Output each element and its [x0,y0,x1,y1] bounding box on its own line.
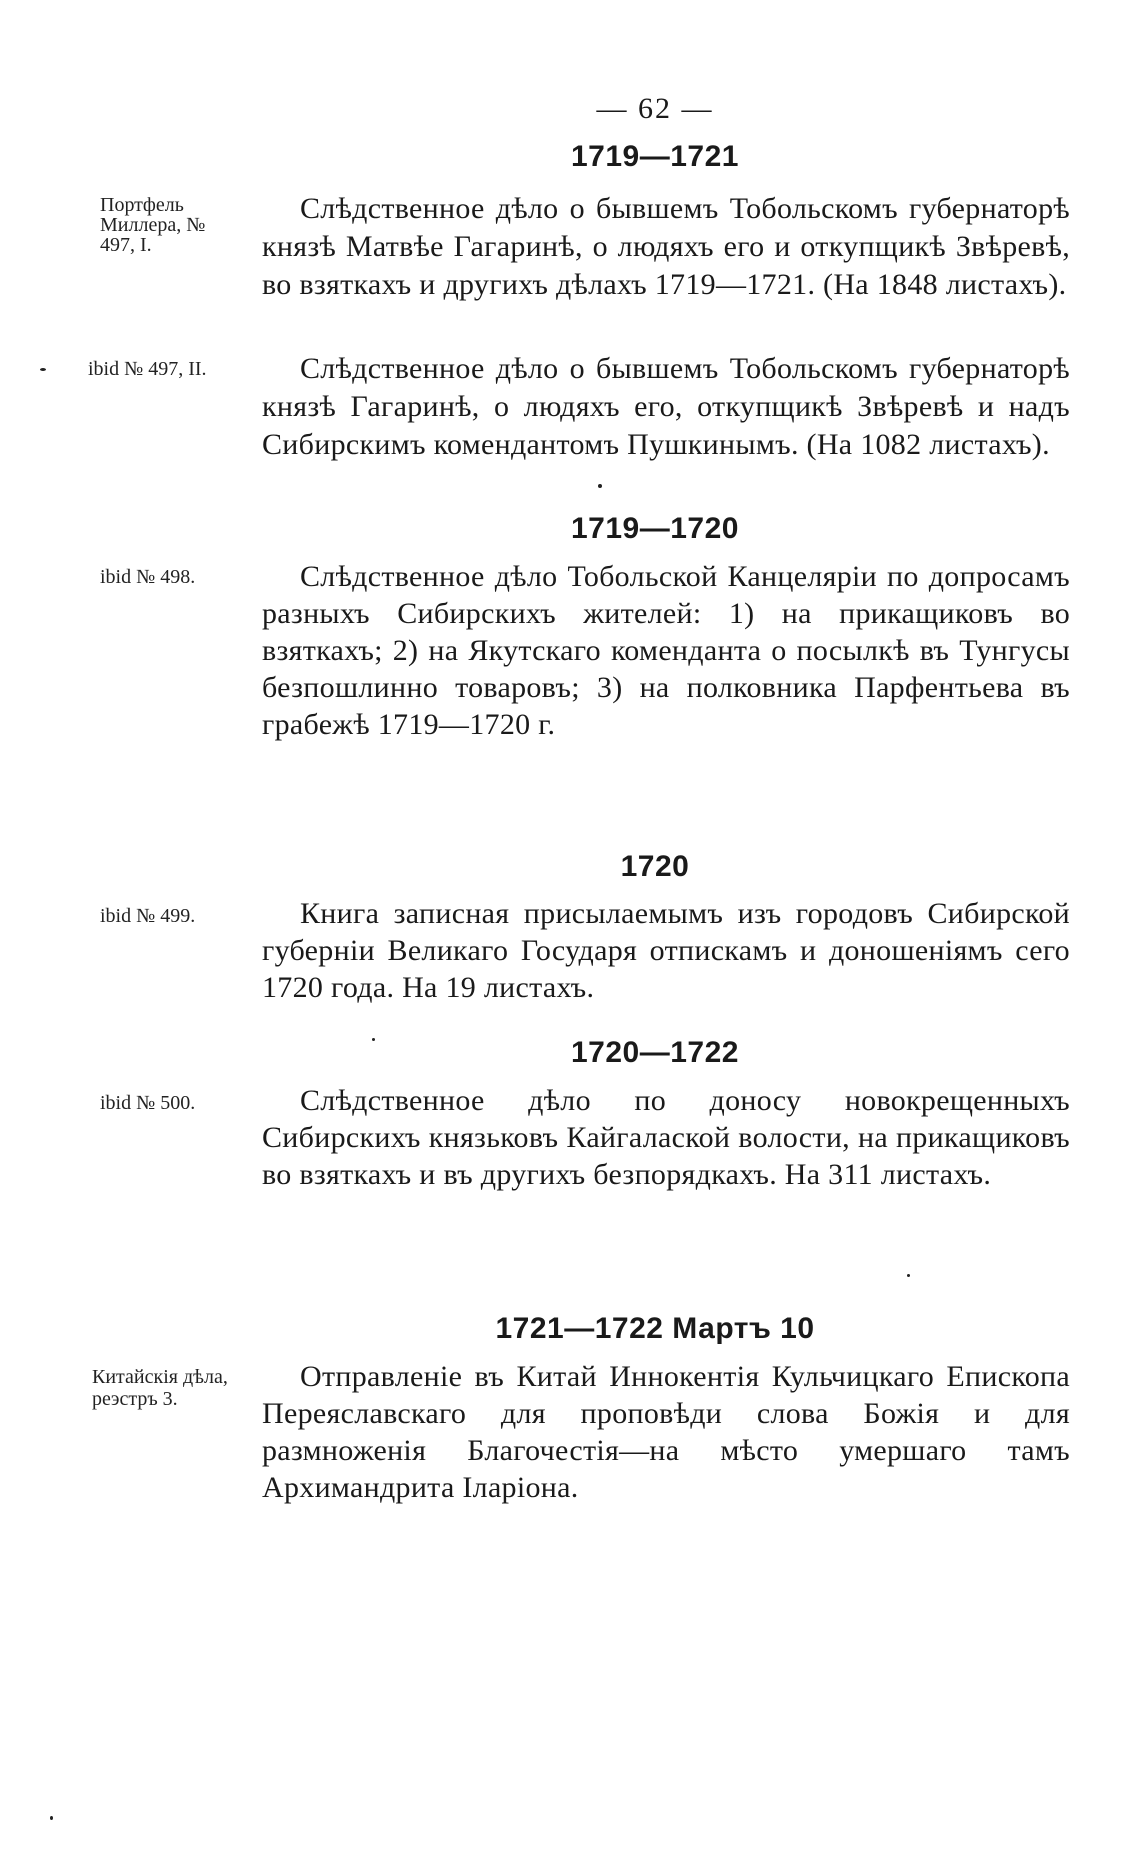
entry-text: Отправленіе въ Китай Иннокентія Кульчицкаго Епископа Переяславскаго для проповѣди слова Божія и для размноженія Благочестія—на мѣсто умершаго тамъ Архимандрита Іларіона. [262,1360,1070,1504]
entry-text: Слѣдственное дѣло о бывшемъ Тобольскомъ губернаторѣ князѣ Гагаринѣ, о людяхъ его, откупщикѣ Звѣревѣ и надъ Сибирскимъ комендантомъ Пушкинымъ. (На 1082 листахъ). [262,352,1070,461]
entry-text: Слѣдственное дѣло по доносу новокрещенныхъ Сибирскихъ князьковъ Кайгалаской волости, на прикащиковъ во взяткахъ и въ другихъ безпорядкахъ. На 311 листахъ. [262,1084,1070,1191]
scan-speck [598,484,602,488]
scan-speck [372,1038,375,1041]
section-heading: 1719—1721 [571,140,739,173]
margin-reference: Портфель Миллера, № 497, I. [100,194,206,256]
margin-reference: ibid № 500. [100,1092,196,1114]
scan-speck [50,1816,53,1820]
margin-reference: ibid № 498. [100,566,196,588]
section-heading: 1721—1722 Мартъ 10 [495,1312,815,1345]
scan-speck [40,368,46,371]
entry-text: Слѣдственное дѣло Тобольской Канцеляріи по допросамъ разныхъ Сибирскихъ жителей: 1) на прикащиковъ во взяткахъ; 2) на Якутскаго коменданта о посылкѣ въ Тунгусы безпошлинно товаровъ; 3) на полковника Парфентьева въ грабежѣ 1719—1720 г. [262,560,1070,741]
margin-reference: ibid № 497, II. [88,358,207,380]
margin-reference: Китайскія дѣла, реэстръ 3. [92,1366,228,1410]
entry-text: Книга записная присылаемымъ изъ городовъ Сибирской губерніи Великаго Государя отпискамъ и доношеніямъ сего 1720 года. На 19 листахъ. [262,897,1070,1004]
entry-text: Слѣдственное дѣло о бывшемъ Тобольскомъ губернаторѣ князѣ Матвѣе Гагаринѣ, о людяхъ его и откупщикѣ Звѣревѣ, во взяткахъ и другихъ дѣлахъ 1719—1721. (На 1848 листахъ). [262,192,1070,301]
scan-speck [907,1274,910,1277]
page-number: — 62 — [596,92,714,125]
margin-reference: ibid № 499. [100,905,196,927]
section-heading: 1720 [620,850,690,883]
section-heading: 1719—1720 [571,512,739,545]
section-heading: 1720—1722 [571,1036,739,1069]
